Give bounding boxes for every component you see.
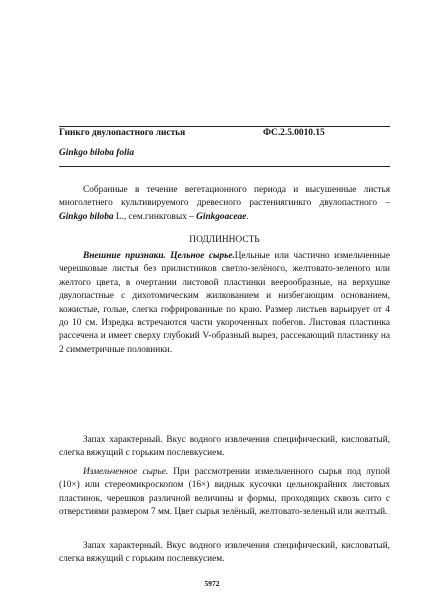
intro-text-3: L., сем.гинкговых – — [113, 211, 197, 222]
intro-paragraph — [59, 184, 390, 224]
smell-taste-paragraph-2: Запах характерный. Вкус водного извлечения специфический, кисловатый, слегка вяжущий с горьким послевкусием. — [59, 541, 390, 565]
intro-text-1: Собранные в течение вегетационного периода и высушенные листья многолетнего культивируемого древесного растения — [59, 185, 390, 209]
whole-material-label: Цельное сырье. — [170, 251, 235, 261]
intro-text-2: гинкго двулопастного – — [284, 198, 390, 209]
intro-text-4: . — [246, 211, 249, 222]
species-name: Ginkgo biloba — [59, 211, 114, 222]
crushed-material-label: Измельченное сырье. — [83, 467, 169, 477]
smell-taste-paragraph-1: Запах характерный. Вкус водного извлечения специфический, кисловатый, слегка вяжущий с горьким послевкусием. — [59, 435, 390, 459]
monograph-title: Гинкго двулопастного листья — [59, 128, 186, 138]
page-number: 5972 — [204, 579, 220, 588]
monograph-latin-title: Ginkgo biloba folia — [59, 148, 135, 158]
family-name: Ginkgoaceae — [196, 211, 247, 222]
crushed-material-text: При рассмотрении измельченного сырья под лупой (10×) или стереомикроскопом (16×) виднык кусочки цельнокрайних листовых пластинок, черешков различной величины и формы, проходящих сквозь сито с отверстиями размером 7 мм. Цвет сырья зелёный, желтовато-зеленый или желтый. — [59, 467, 390, 518]
external-features-label: Внешние признаки. — [83, 251, 166, 261]
crushed-material-paragraph — [59, 466, 390, 520]
monograph-code: ФС.2.5.0010.15 — [263, 128, 325, 138]
external-features-paragraph — [59, 250, 390, 357]
section-title: ПОДЛИННОСТЬ — [189, 235, 260, 245]
external-features-text: Цельные или частично измельченные черешковые листья без прилистников светло-зелёного, желтовато-зеленого или желтого цвета, в очертании листовой пластинки веерообразные, на верхушке двулопастные с дихотомическим жилкованием и низбегающим основанием, кожистые, голые, слегка гофрированные по краю. Размер листьев варьирует от 4 до 10 см. Изредка встречаются части укороченных побегов. Листовая пластинка рассечена и имеет сверху глубокий V-образный вырез, рассекающий пластинку на 2 симметричные половинки. — [59, 251, 390, 355]
header-bottom-rule — [59, 166, 390, 167]
